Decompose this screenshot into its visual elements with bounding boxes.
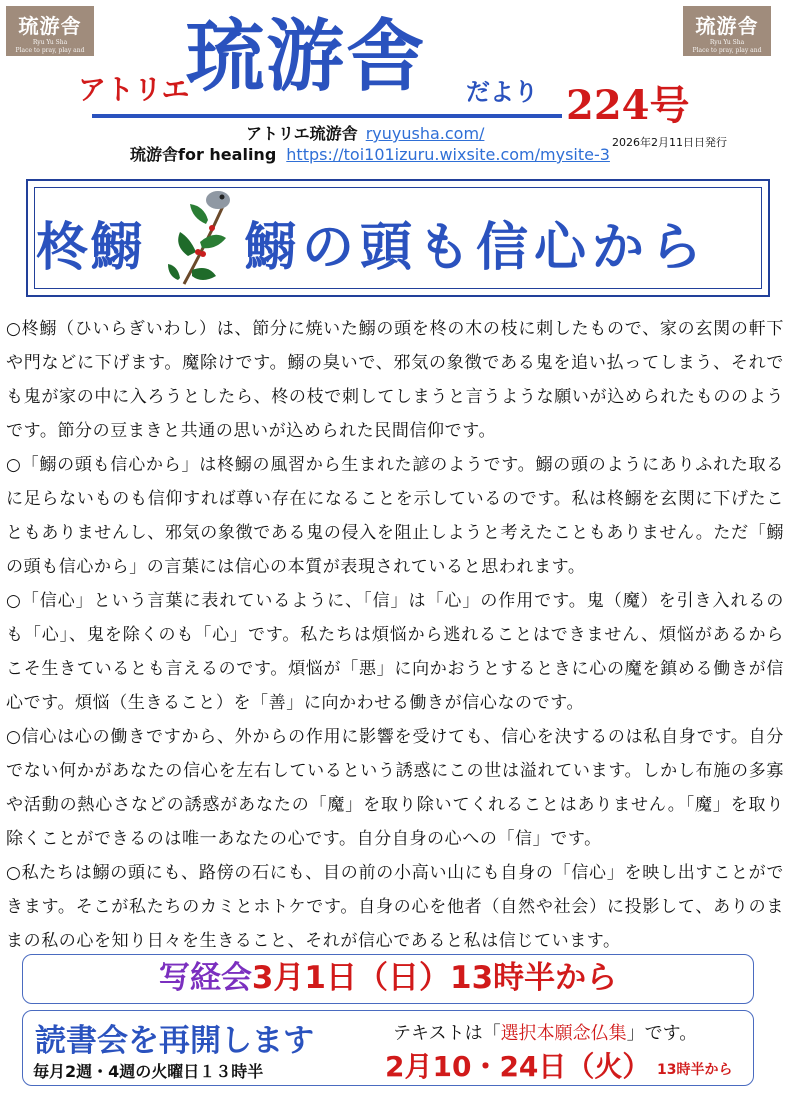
- reading-group-schedule: 毎月2週・4週の火曜日１３時半: [33, 1062, 264, 1081]
- healing-line: [130, 142, 610, 165]
- reading-group-announcement: [22, 1010, 754, 1086]
- book-title: 選択本願念仏集: [500, 1023, 627, 1044]
- reading-group-time: 13時半から: [657, 1062, 733, 1078]
- paragraph: ○「信心」という言葉に表れているように、「信」は「心」の作用です。鬼（魔）を引き入れるのも「心」、鬼を除くのも「心」です。私たちは煩悩から逃れることはできません、煩悩があるからこそ生きているとも言えるのです。煩悩が「悪」に向かおうとするときに心の魔を鎮める働きが信心です。煩悩（生きること）を「善」に向かわせる働きが信心なのです。: [6, 591, 784, 713]
- banner-word: 柊鰯: [36, 217, 145, 278]
- logo-sub-tagline: Place to pray, play and progress: [692, 47, 762, 62]
- shakyo-announcement: [22, 954, 754, 1004]
- reading-group-text: [393, 1019, 697, 1045]
- logo-text: 琉游舎: [695, 14, 759, 38]
- healing-link[interactable]: https://toi101izuru.wixsite.com/mysite-3: [286, 145, 610, 164]
- paragraph: ○「鰯の頭も信心から」は柊鰯の風習から生まれた諺のようです。鰯の頭のようにありふれた取るに足らないものも信仰すれば尊い存在になることを示しているのです。私は柊鰯を玄関に下げたこともありませんし、邪気の象徴である鬼の侵入を阻止しようと考えたこともありません。ただ「鰯の頭も信心から」の言葉には信心の本質が表現されていると思われます。: [6, 455, 784, 577]
- holly-sardine-icon: [166, 184, 246, 294]
- logo-sub-name: Ryu Yu Sha: [32, 39, 68, 46]
- atelier-name: アトリエ琉游舎: [246, 124, 358, 143]
- logo-right: [683, 6, 771, 62]
- title-suffix: だより: [466, 77, 538, 106]
- issue-number: 224号: [566, 82, 690, 129]
- text-before: テキストは「: [393, 1023, 501, 1044]
- text-after: 」です。: [626, 1023, 698, 1044]
- logo-left: [6, 6, 94, 62]
- logo-sub-tagline: Place to pray, play and progress: [15, 47, 85, 62]
- logo-sub-name: Ryu Yu Sha: [709, 39, 745, 46]
- reading-group-dates: 2月10・24日（火）: [385, 1050, 651, 1083]
- logo-text: 琉游舎: [18, 14, 82, 38]
- paragraph: ○柊鰯（ひいらぎいわし）は、節分に焼いた鰯の頭を柊の木の枝に刺したもので、家の玄関の軒下や門などに下げます。魔除けです。鰯の臭いで、邪気の象徴である鬼を追い払ってしまう、それでも鬼が家の中に入ろうとしたら、柊の枝で刺してしまうと言うような願いが込められたもののようです。節分の豆まきと共通の思いが込められた民間信仰です。: [6, 319, 784, 441]
- title-underline: [92, 114, 562, 118]
- paragraph: ○私たちは鰯の頭にも、路傍の石にも、目の前の小高い山にも自身の「信心」を映し出すことができます。そこが私たちのカミとホトケです。自身の心を他者（自然や社会）に投影して、ありのままの私の心を知り日々を生きること、それが信心であると私は信じています。: [6, 863, 784, 951]
- atelier-link[interactable]: ryuyusha.com/: [365, 124, 485, 143]
- issue-date: 2026年2月11日日発行: [612, 136, 727, 149]
- banner-headline: 鰯の頭も信心から: [244, 217, 709, 278]
- shakyo-schedule: 3月1日（日）13時半から: [251, 960, 618, 996]
- title-prefix: アトリエ: [78, 73, 190, 106]
- reading-group-title: 読書会を再開します: [35, 1023, 314, 1059]
- paragraph: ○信心は心の働きですから、外からの作用に影響を受けても、信心を決するのは私自身です。自分でない何かがあなたの信心を左右しているという誘惑にこの世は溢れています。しかし布施の多寡や活動の熱心さなどの誘惑があなたの「魔」を取り除いてくれることはありません。「魔」を取り除くことができるのは唯一あなたの心です。自分自身の心への「信」です。: [6, 727, 784, 849]
- shakyo-label: 写経会: [158, 960, 252, 996]
- newsletter-title: 琉游舎: [186, 11, 427, 102]
- atelier-line: [246, 121, 484, 144]
- healing-name: 琉游舎for healing: [130, 145, 277, 164]
- article-body: [6, 312, 784, 958]
